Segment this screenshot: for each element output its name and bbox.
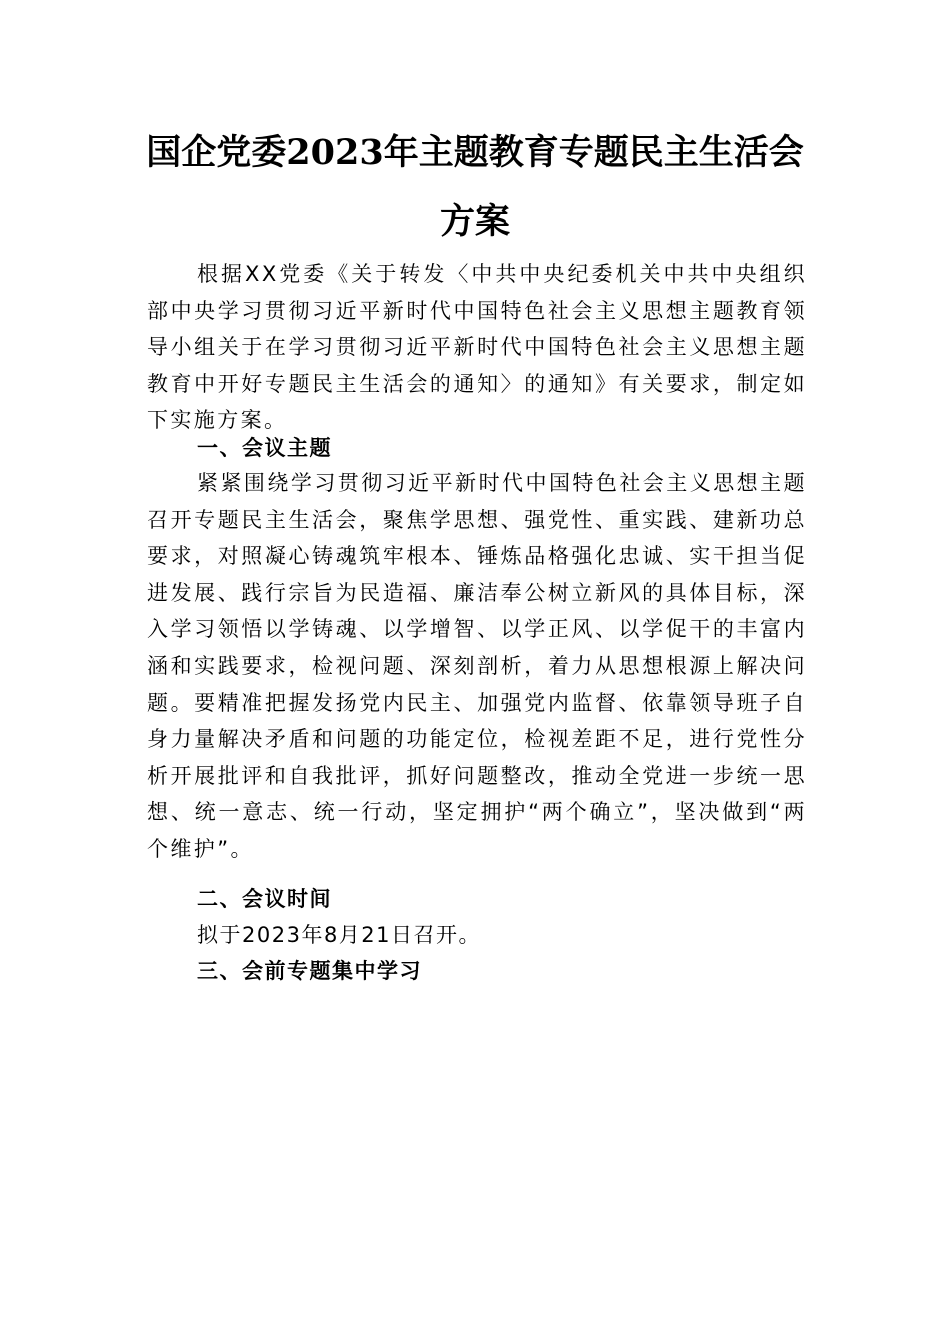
document-title-line-1: 国企党委2023年主题教育专题民主生活会: [146, 132, 804, 173]
section-heading-meeting-theme: 一、会议主题: [197, 436, 332, 460]
document-title-line-2: 方案: [439, 201, 510, 242]
meeting-theme-paragraph: 紧紧围绕学习贯彻习近平新时代中国特色社会主义思想主题召开专题民主生活会，聚焦学思想、强党性、重实践、建新功总要求，对照凝心铸魂筑牢根本、锤炼品格强化忠诚、实干担当促进发展、践行宗旨为民造福、廉洁奉公树立新风的具体目标，深入学习领悟以学铸魂、以学增智、以学正风、以学促干的丰富内涵和实践要求，检视问题、深刻剖析，着力从思想根源上解决问题。要精准把握发扬党内民主、加强党内监督、依靠领导班子自身力量解决矛盾和问题的功能定位，检视差距不足，进行党性分析开展批评和自我批评，抓好问题整改，推动全党进一步统一思想、统一意志、统一行动，坚定拥护“两个确立”，坚决做到“两个维护”。: [147, 471, 807, 861]
section-heading-meeting-time: 二、会议时间: [197, 887, 332, 911]
section-heading-pre-meeting-study: 三、会前专题集中学习: [197, 959, 422, 983]
meeting-time-text: 拟于2023年8月21日召开。: [197, 923, 482, 947]
intro-paragraph: 根据XX党委《关于转发〈中共中央纪委机关中共中央组织部中央学习贯彻习近平新时代中国特色社会主义思想主题教育领导小组关于在学习贯彻习近平新时代中国特色社会主义思想主题教育中开好专题民主生活会的通知〉的通知》有关要求，制定如下实施方案。: [147, 262, 807, 433]
